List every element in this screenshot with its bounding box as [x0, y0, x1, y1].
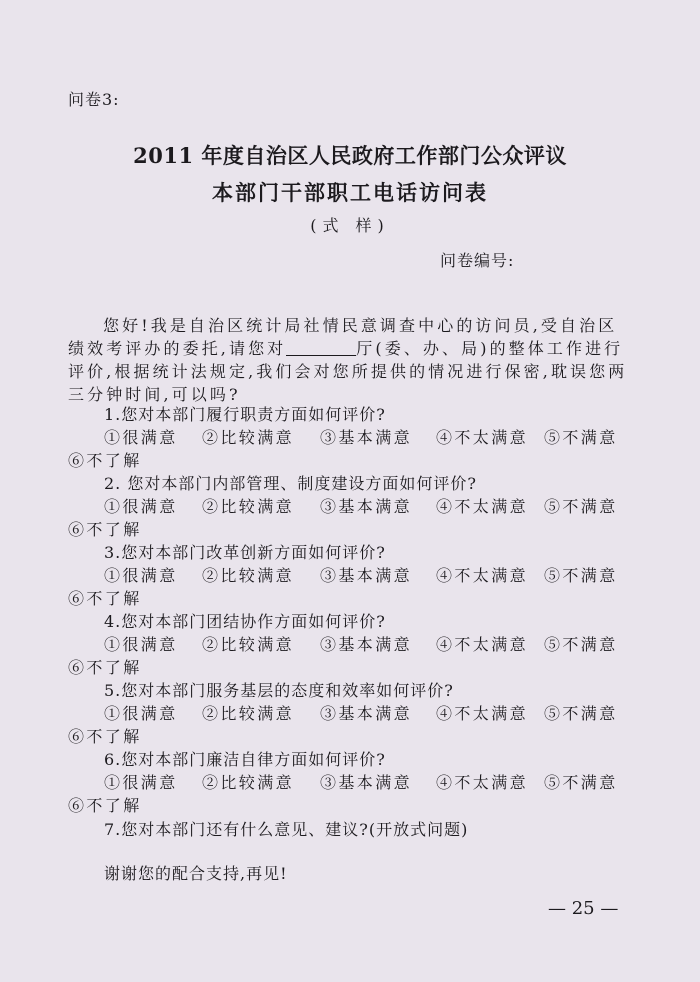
- question-1-option-6: ⑥不了解: [68, 451, 142, 470]
- question-6-option-1: ①很满意: [104, 773, 178, 792]
- question-2: 2. 您对本部门内部管理、制度建设方面如何评价?: [104, 474, 477, 493]
- question-1-option-4: ④不太满意: [436, 428, 529, 447]
- question-1-option-1: ①很满意: [104, 428, 178, 447]
- fill-in-blank: [286, 339, 356, 356]
- question-6-option-2: ②比较满意: [202, 773, 295, 792]
- question-5-option-2: ②比较满意: [202, 704, 295, 723]
- question-2-option-2: ②比较满意: [202, 497, 295, 516]
- question-5-option-3: ③基本满意: [320, 704, 413, 723]
- question-4-option-1: ①很满意: [104, 635, 178, 654]
- questionnaire-label: 问卷3:: [68, 90, 120, 109]
- question-5-option-1: ①很满意: [104, 704, 178, 723]
- closing-text: 谢谢您的配合支持,再见!: [104, 864, 288, 883]
- question-6-option-5: ⑤不满意: [544, 773, 618, 792]
- question-2-option-1: ①很满意: [104, 497, 178, 516]
- intro-text-1: 您好!我是自治区统计局社情民意调查中心的访问员,受自治区绩效考评办的委托,请您对: [68, 316, 618, 358]
- page-number: — 25 —: [548, 898, 619, 919]
- question-6-option-6: ⑥不了解: [68, 796, 142, 815]
- questionnaire-number-label: 问卷编号:: [440, 251, 515, 270]
- question-1-option-5: ⑤不满意: [544, 428, 618, 447]
- question-3-option-3: ③基本满意: [320, 566, 413, 585]
- question-2-option-6: ⑥不了解: [68, 520, 142, 539]
- question-5-option-5: ⑤不满意: [544, 704, 618, 723]
- question-1: 1.您对本部门履行职责方面如何评价?: [104, 405, 386, 424]
- question-6-option-4: ④不太满意: [436, 773, 529, 792]
- question-3-option-4: ④不太满意: [436, 566, 529, 585]
- question-3-option-2: ②比较满意: [202, 566, 295, 585]
- title-line-1: 2011 年度自治区人民政府工作部门公众评议: [133, 143, 567, 168]
- question-6: 6.您对本部门廉洁自律方面如何评价?: [104, 750, 386, 769]
- title-line-2: 本部门干部职工电话访问表: [212, 180, 488, 205]
- question-1-option-3: ③基本满意: [320, 428, 413, 447]
- question-2-option-5: ⑤不满意: [544, 497, 618, 516]
- question-5-option-4: ④不太满意: [436, 704, 529, 723]
- question-5: 5.您对本部门服务基层的态度和效率如何评价?: [104, 681, 454, 700]
- question-1-option-2: ②比较满意: [202, 428, 295, 447]
- question-3-option-6: ⑥不了解: [68, 589, 142, 608]
- intro-text-2: 厅(委、办、局)的整体工作进行评价,根据统计法规定,我们会对您所提供的情况进行保密,耽误您两三分钟时间,可以吗?: [68, 339, 628, 404]
- question-3: 3.您对本部门改革创新方面如何评价?: [104, 543, 386, 562]
- question-5-option-6: ⑥不了解: [68, 727, 142, 746]
- question-2-option-3: ③基本满意: [320, 497, 413, 516]
- question-4-option-2: ②比较满意: [202, 635, 295, 654]
- question-4-option-5: ⑤不满意: [544, 635, 618, 654]
- question-3-option-5: ⑤不满意: [544, 566, 618, 585]
- question-6-option-3: ③基本满意: [320, 773, 413, 792]
- question-7: 7.您对本部门还有什么意见、建议?(开放式问题): [104, 820, 469, 839]
- question-4-option-3: ③基本满意: [320, 635, 413, 654]
- question-4-option-6: ⑥不了解: [68, 658, 142, 677]
- question-4-option-4: ④不太满意: [436, 635, 529, 654]
- intro-paragraph: [68, 314, 628, 406]
- subtitle: (式 样): [310, 216, 390, 235]
- question-2-option-4: ④不太满意: [436, 497, 529, 516]
- question-4: 4.您对本部门团结协作方面如何评价?: [104, 612, 386, 631]
- question-3-option-1: ①很满意: [104, 566, 178, 585]
